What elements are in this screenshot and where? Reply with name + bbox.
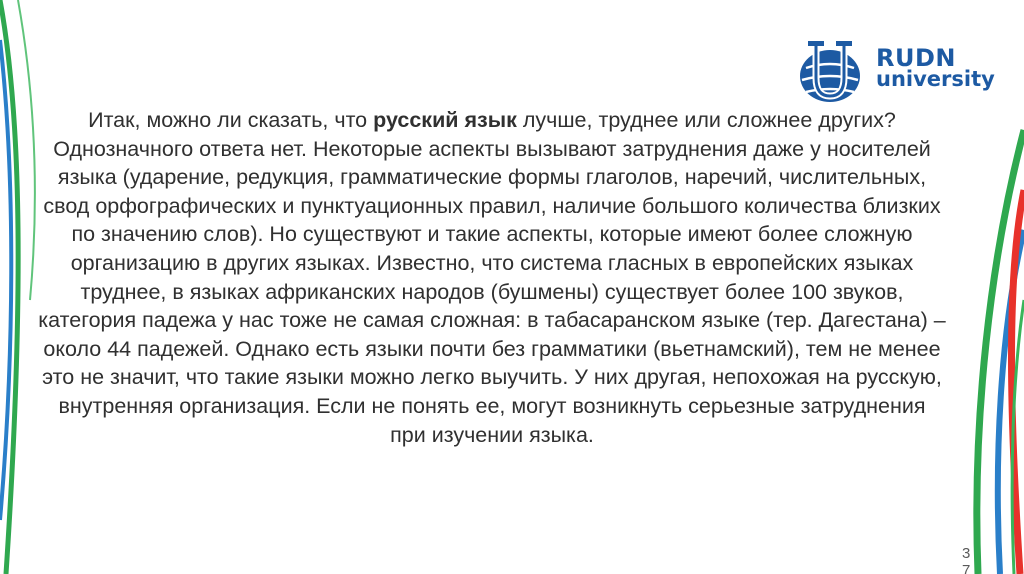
- logo-subtitle: university: [876, 67, 995, 91]
- paragraph-intro: Итак, можно ли сказать, что: [88, 108, 374, 132]
- left-blue-stripe: [0, 40, 11, 520]
- main-paragraph: [38, 106, 946, 449]
- globe-u-emblem-icon: [792, 38, 870, 108]
- page-number: 37: [962, 545, 971, 574]
- rudn-logo: [792, 38, 995, 108]
- paragraph-emphasis: русский язык: [373, 108, 517, 132]
- logo-title: RUDN: [876, 44, 956, 72]
- paragraph-rest: лучше, труднее или сложнее других? Однозначного ответа нет. Некоторые аспекты вызывают затруднения даже у носителей языка (ударение, редукция, грамматические формы глаголов, наречий, числительных, свод орфографических и пунктуационных правил, наличие большого количества близких по значению слов). Но существуют и такие аспекты, которые имеют более сложную организацию в других языках. Известно, что система гласных в европейских языках труднее, в языках африканских народов (бушмены) существует более 100 звуков, категория падежа у нас тоже не самая сложная: в табасаранском языке (тер. Дагестана) – около 44 падежей. Однако есть языки почти без грамматики (вьетнамский), тем не менее это не значит, что такие языки можно легко выучить. У них другая, непохожая на русскую, внутренняя организация. Если не понять ее, могут возникнуть серьезные затруднения при изучении языка.: [38, 108, 946, 447]
